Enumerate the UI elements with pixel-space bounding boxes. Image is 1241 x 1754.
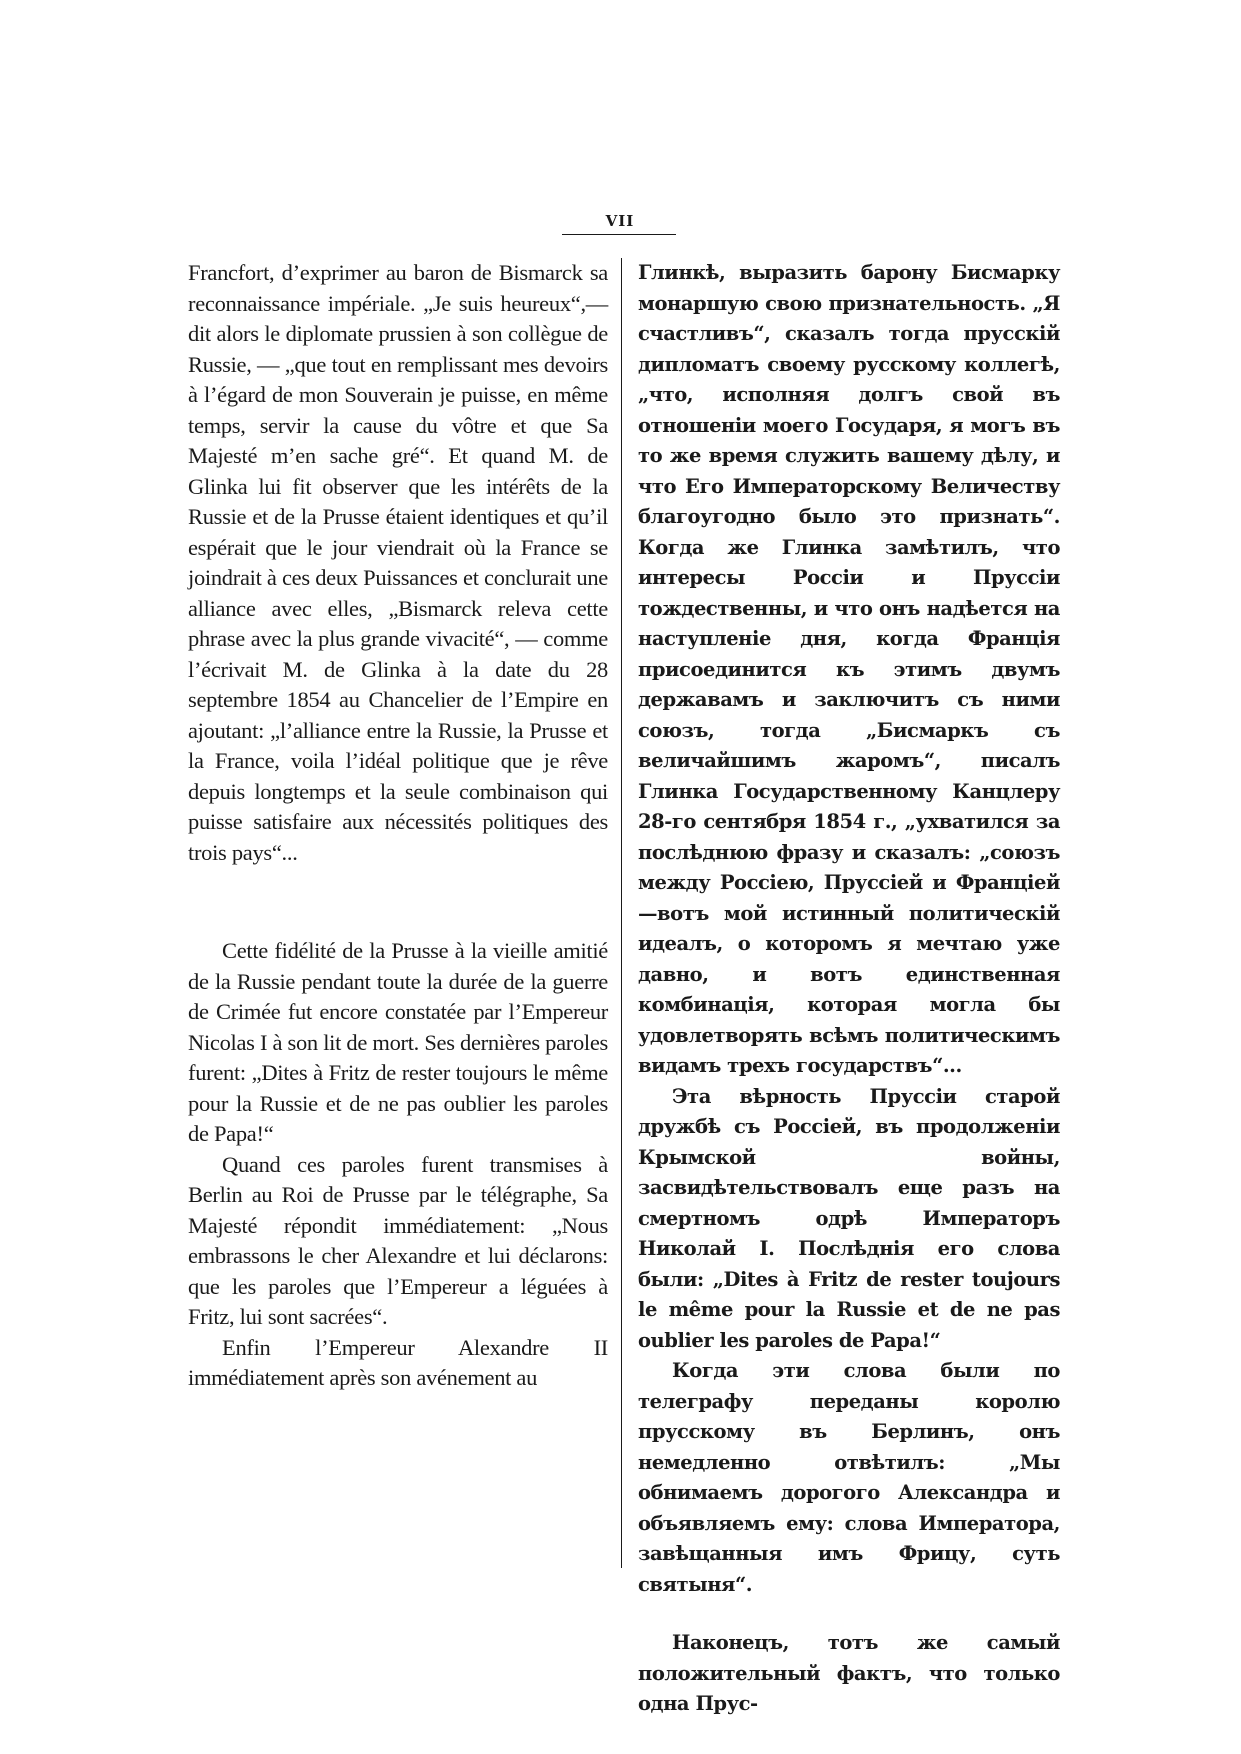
right-paragraph-3: Когда эти слова были по телеграфу переданы королю прусскому въ Берлинъ, онъ немедленно отвѣтилъ: „Мы обнимаемъ дорогого Александра и объявляемъ ему: слова Императора, завѣщанныя имъ Фрицу, суть святыня“.: [638, 1359, 1060, 1596]
right-paragraph-4: Наконецъ, тотъ же самый положительный фактъ, что только одна Прус-: [638, 1631, 1060, 1715]
left-paragraph-2: Cette fidélité de la Prusse à la vieille amitié de la Russie pendant toute la durée de la guerre de Crimée fut encore constatée par l’Empereur Nicolas I à son lit de mort. Ses dernières paroles furent: „Dites à Fritz de rester toujours le même pour la Russie et de ne pas oublier les paroles de Papa!“: [188, 938, 608, 1146]
right-paragraph-2: Эта вѣрность Пруссіи старой дружбѣ съ Россіей, въ продолженіи Крымской войны, засвидѣтельствовалъ еще разъ на смертномъ одрѣ Императоръ Николай I. Послѣднія его слова были: „Dites à Fritz de rester toujours le même pour la Russie et de ne pas oublier les paroles de Papa!“: [638, 1084, 1060, 1352]
right-column-russian: [638, 258, 1060, 1720]
left-paragraph-1: Francfort, d’exprimer au baron de Bismarck sa reconnaissance impériale. „Je suis heureux“,—dit alors le diplomate prussien à son collègue de Russie, — „que tout en remplissant mes devoirs à l’égard de mon Souverain je puisse, en même temps, servir la cause du vôtre et que Sa Majesté m’en sache gré“. Et quand M. de Glinka lui fit observer que les intérêts de la Russie et de la Prusse étaient identiques et qu’il espérait que le jour viendrait où la France se joindrait à ces deux Puissances et conclurait une alliance avec elles, „Bismarck releva cette phrase avec la plus grande vivacité“, — comme l’écrivait M. de Glinka à la date du 28 septembre 1854 au Chancelier de l’Empire en ajoutant: „l’alliance entre la Russie, la Prusse et la France, voila l’idéal politique que je rêve depuis longtemps et la seule combinaison qui puisse satisfaire aux nécessités politiques des trois pays“...: [188, 260, 608, 865]
right-paragraph-1: Глинкѣ, выразить барону Бисмарку монаршую свою признательность. „Я счастливъ“, сказалъ тогда прусскій дипломатъ своему русскому коллегѣ, „что, исполняя долгъ свой въ отношеніи моего Государя, я могъ въ то же время служить вашему дѣлу, и что Его Императорскому Величеству благоугодно было это признать“. Когда же Глинка замѣтилъ, что интересы Россіи и Пруссіи тождественны, и что онъ надѣется на наступленіе дня, когда Франція присоединится къ этимъ двумъ державамъ и заключитъ съ ними союзъ, тогда „Бисмаркъ съ величайшимъ жаромъ“, писалъ Глинка Государственному Канцлеру 28-го сентября 1854 г., „ухватился за послѣднюю фразу и сказалъ: „союзъ между Россіею, Пруссіей и Франціей—вотъ мой истинный политическій идеалъ, о которомъ я мечтаю уже давно, и вотъ единственная комбинація, которая могла бы удовлетворять всѣмъ политическимъ видамъ трехъ государствъ“...: [638, 261, 1060, 1077]
column-divider: [621, 258, 622, 1568]
left-paragraph-4: Enfin l’Empereur Alexandre II immédiatement après son avénement au: [188, 1334, 608, 1390]
left-column-french: [188, 258, 608, 1394]
page-number: VII: [605, 212, 635, 230]
page-number-rule: [562, 234, 676, 235]
left-paragraph-3: Quand ces paroles furent transmises à Berlin au Roi de Prusse par le télégraphe, Sa Majesté répondit immédiatement: „Nous embrassons le cher Alexandre et lui déclarons: que les paroles que l’Empereur a léguées à Fritz, lui sont sacrées“.: [188, 1151, 608, 1329]
